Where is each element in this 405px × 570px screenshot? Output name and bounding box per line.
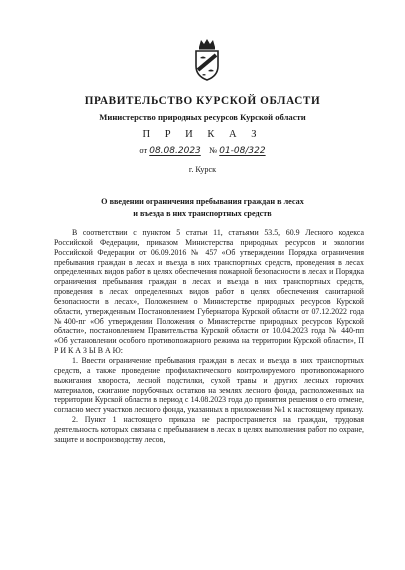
paragraph-2: 2. Пункт 1 настоящего приказа не распространяется на граждан, трудовая деятельность которых связана с пребыванием в лесах в целях выполнения работ по охране, защите и воспроизводству лесов, [54,415,364,444]
paragraph-preamble: В соответствии с пунктом 5 статьи 11, статьями 53.5, 60.9 Лесного кодекса Российской Федерации, приказом Министерства природных ресурсов и экологии Российской Федерации от 06.09.2016 № 457 «Об утверждении Порядка ограничения пребывания граждан в лесах и въезда в них транспортных средств, проведения в лесах определенных видов работ в целях обеспечения пожарной безопасности в лесах и Порядка ограничения пребывания граждан в лесах и въезда в них транспортных средств, проведения в лесах определенных видов работ в целях обеспечения санитарной безопасности в лесах», Положением о Министерстве природных ресурсов Курской области, утвержденным Постановлением Губернатора Курской области от 07.12.2022 года №400-пг «Об утверждении Положения о Министерстве природных ресурсов Курской области», постановлением Правительства Курской области от 10.04.2023 года № 440-пп «Об установлении особого противопожарного режима на территории Курской области», П Р И К А З Ы В А Ю: [54,228,364,356]
ministry-name: Министерство природных ресурсов Курской области [99,112,306,122]
document-title [0,196,405,220]
document-body [54,228,364,445]
title-line-2: и въезда в них транспортных средств [133,209,272,218]
coat-of-arms-icon [190,38,224,82]
document-type: П Р И К А З [142,129,263,140]
paragraph-1: 1. Ввести ограничение пребывания граждан в лесах и въезда в них транспортных средств, а также проведение профилактического контролируемого противопожарного выжигания хвороста, лесной подстилки, сухой травы и других лесных горючих материалов, сжигание порубочных остатков на землях лесного фонда, расположенных на территории Курской области в период с 14.08.2023 года до принятия решения о его отмене, согласно мест участков лесного фонда, указанных в приложении №1 к настоящему приказу. [54,355,364,415]
date-number-line [0,146,405,156]
document-number: 01-08/322 [219,146,266,156]
title-line-1: О введении ограничения пребывания граждан в лесах [101,197,304,206]
city-name: г. Курск [188,165,217,174]
government-name: ПРАВИТЕЛЬСТВО КУРСКОЙ ОБЛАСТИ [84,95,321,107]
date-prefix: от [139,146,148,155]
number-prefix: № [209,146,218,155]
document-date: 08.08.2023 [149,146,201,156]
